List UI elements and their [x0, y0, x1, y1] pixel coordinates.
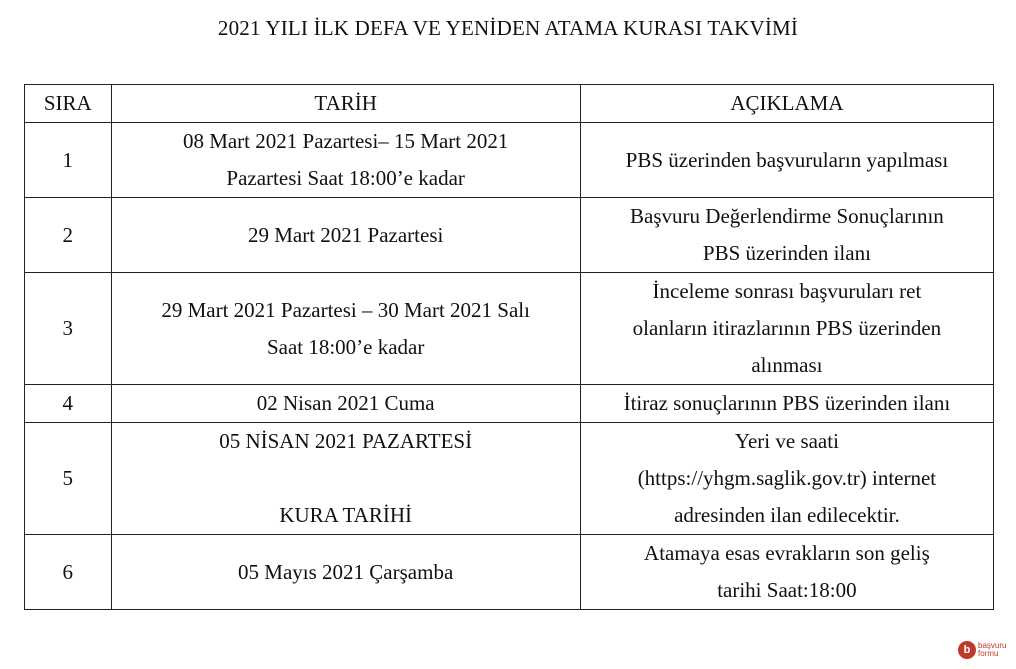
watermark-text	[978, 642, 1006, 658]
cell-tarih	[111, 423, 580, 535]
spacer	[116, 460, 576, 497]
cell-aciklama: Yeri ve saati (https://yhgm.saglik.gov.tr) internet adresinden ilan edilecektir.	[580, 423, 993, 535]
header-sira: SIRA	[25, 85, 112, 123]
header-aciklama: AÇIKLAMA	[580, 85, 993, 123]
cell-sira: 3	[25, 273, 112, 385]
cell-aciklama: İtiraz sonuçlarının PBS üzerinden ilanı	[580, 385, 993, 423]
cell-aciklama: PBS üzerinden başvuruların yapılması	[580, 123, 993, 198]
table-header-row	[25, 85, 994, 123]
cell-tarih: 29 Mart 2021 Pazartesi – 30 Mart 2021 Salı Saat 18:00’e kadar	[111, 273, 580, 385]
cell-sira: 1	[25, 123, 112, 198]
cell-aciklama: Atamaya esas evrakların son geliş tarihi Saat:18:00	[580, 535, 993, 610]
table-row	[25, 423, 994, 535]
table-row	[25, 535, 994, 610]
kura-date: 05 NİSAN 2021 PAZARTESİ	[219, 429, 473, 453]
schedule-table	[24, 84, 994, 610]
table-row	[25, 273, 994, 385]
watermark-line2: formu	[978, 649, 999, 658]
table-row	[25, 123, 994, 198]
cell-sira: 2	[25, 198, 112, 273]
cell-aciklama: İnceleme sonrası başvuruları ret olanların itirazlarının PBS üzerinden alınması	[580, 273, 993, 385]
cell-sira: 6	[25, 535, 112, 610]
cell-tarih: 08 Mart 2021 Pazartesi– 15 Mart 2021 Pazartesi Saat 18:00’e kadar	[111, 123, 580, 198]
cell-sira: 4	[25, 385, 112, 423]
cell-tarih: 02 Nisan 2021 Cuma	[111, 385, 580, 423]
page-title: 2021 YILI İLK DEFA VE YENİDEN ATAMA KURASI TAKVİMİ	[217, 16, 799, 40]
cell-tarih: 05 Mayıs 2021 Çarşamba	[111, 535, 580, 610]
watermark-logo	[958, 635, 1010, 665]
basvuru-logo-icon: b	[958, 641, 976, 659]
cell-sira: 5	[25, 423, 112, 535]
cell-aciklama: Başvuru Değerlendirme Sonuçlarının PBS üzerinden ilanı	[580, 198, 993, 273]
table-row	[25, 198, 994, 273]
header-tarih: TARİH	[111, 85, 580, 123]
kura-label: KURA TARİHİ	[279, 503, 412, 527]
table-row	[25, 385, 994, 423]
watermark-line1: başvuru	[978, 641, 1007, 650]
cell-tarih: 29 Mart 2021 Pazartesi	[111, 198, 580, 273]
